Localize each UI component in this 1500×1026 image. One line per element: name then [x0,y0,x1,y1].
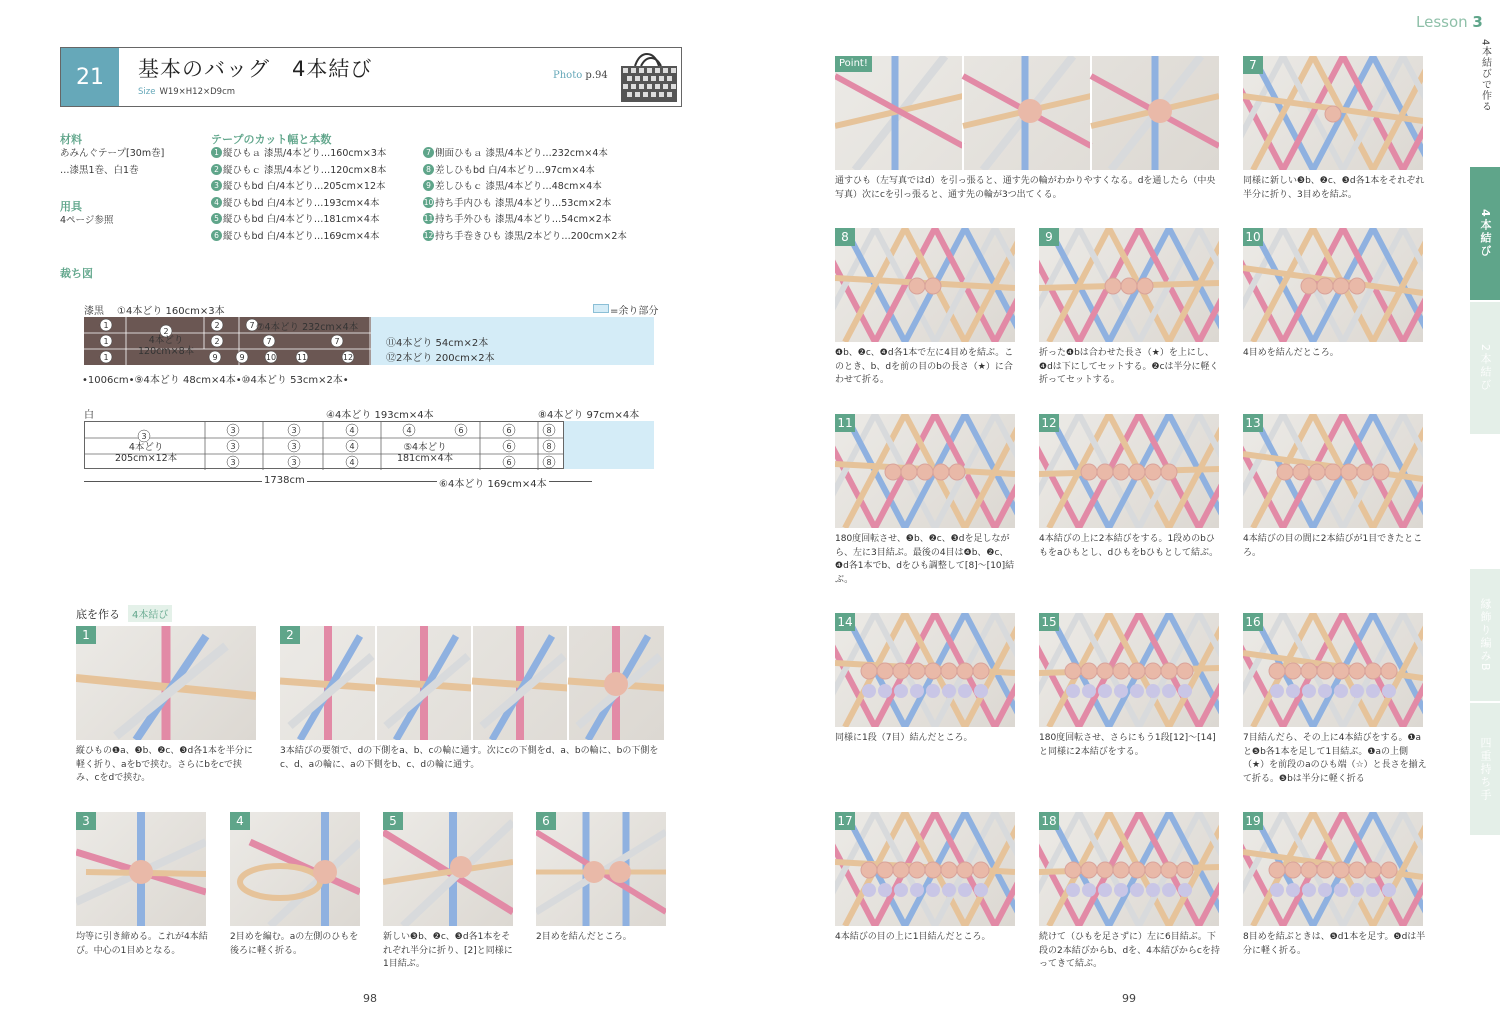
svg-text:2: 2 [214,337,220,346]
diagram-heading: 裁ち図 [60,267,93,280]
step-1-caption: 縦ひもの❶a、❸b、❷c、❸d各1本を半分に軽く折り、aをbで挟む。さらにbをcで挟み、cをdで挟む。 [76,746,253,783]
tape-illustration [1243,56,1423,170]
svg-text:4: 4 [349,426,355,435]
svg-text:9: 9 [239,353,245,362]
step-5-caption: 新しい❸b、❷c、❸d各1本をそれぞれ半分に折り、[2]と同様に1目結ぶ。 [383,932,513,969]
step-17-caption: 4本結びの目の上に1目結んだところ。 [835,932,991,942]
step-2-photo [280,626,664,740]
cut-item: 9 差しひもｃ 漆黒/4本どり…48cm×4本 [423,179,627,196]
step-8-photo [835,228,1015,342]
svg-text:1: 1 [103,337,109,346]
point-photo [835,56,1219,170]
step-number: 19 [1243,812,1263,830]
step-9-photo [1039,228,1219,342]
cut-item: 10 持ち手内ひも 漆黒/4本どり…53cm×2本 [423,197,612,209]
step-4-photo [230,812,360,926]
svg-text:3: 3 [230,442,236,451]
base-section-tag: 4本結び [128,605,172,622]
side-tab-2-knot[interactable]: 2本結び [1470,302,1500,434]
recipe-number: 21 [61,48,119,106]
step-number: 12 [1039,414,1059,432]
step-12-caption: 4本結びの上に2本結びをする。1段めのbひもをaひもとし、dひもをbひもとして結ぶ。 [1039,534,1219,558]
svg-text:3: 3 [291,458,297,467]
side-tab-handle[interactable]: 四重持ち手 [1470,703,1500,835]
tape-illustration [1243,414,1423,528]
black-top-label: ①4本どり 160cm×3本 [117,306,225,317]
cut-item: 8 差しひもbd 白/4本どり…97cm×4本 [423,163,627,180]
tape-illustration [835,228,1015,342]
photo-page: p.94 [585,70,608,81]
svg-text:6: 6 [458,426,464,435]
step-16-photo [1243,613,1423,727]
svg-text:3: 3 [230,426,236,435]
step-8-caption: ❹b、❷c、❹d各1本で左に4目めを結ぶ。このとき、b、dを前の目のbの長さ（★）に合わせて折る。 [835,348,1014,385]
remainder-swatch [593,304,609,313]
tape-illustration [1243,812,1423,926]
step-number: 8 [835,228,855,246]
step-number: 17 [835,812,855,830]
step-number: 5 [383,812,403,830]
cut-item: 1 縦ひもａ 漆黒/4本どり…160cm×3本 [211,146,386,163]
step-number: 10 [1243,228,1263,246]
step-17-photo [835,812,1015,926]
tape-illustration [1039,228,1219,342]
black-11-label: ⑪4本どり 54cm×2本 [386,338,489,349]
black-inner-7-label: ⑦4本どり 232cm×4本 [256,322,359,333]
step-number: 4 [230,812,250,830]
step-10-caption: 4目めを結んだところ。 [1243,348,1339,358]
cut-list-right [423,146,627,245]
white-tape-label: 白 [84,410,94,421]
tape-illustration [1039,812,1219,926]
step-number: 13 [1243,414,1263,432]
white-5-label: ⑤4本どり 181cm×4本 [397,442,454,464]
cut-heading: テープのカット幅と本数 [211,133,332,146]
svg-text:7: 7 [334,337,340,346]
tape-illustration [1039,613,1219,727]
svg-text:8: 8 [546,442,552,451]
step-19-photo [1243,812,1423,926]
svg-text:3: 3 [291,442,297,451]
step-number: 16 [1243,613,1263,631]
white-tape-remainder [564,421,654,469]
step-4-caption: 2目めを編む。aの左側のひもを後ろに軽く折る。 [230,932,359,956]
svg-text:1: 1 [103,353,109,362]
step-7-photo [1243,56,1423,170]
cut-item: 2 縦ひもｃ 漆黒/4本どり…120cm×8本 [211,163,386,180]
white-tape-used [84,421,564,469]
step-number: 15 [1039,613,1059,631]
tools-heading: 用具 [60,200,82,213]
black-12-label: ⑫2本どり 200cm×2本 [386,353,495,364]
materials-heading: 材料 [60,133,82,146]
tape-illustration [1039,414,1219,528]
tools-line-1: 4ページ参照 [60,215,114,226]
svg-text:2: 2 [214,321,220,330]
svg-text:3: 3 [291,426,297,435]
white-top8-label: ⑧4本どり 97cm×4本 [538,410,640,421]
materials-line-1: あみんぐテープ[30m巻] [60,148,165,159]
step-5-photo [383,812,513,926]
side-tab-4-knot[interactable]: 4本結び [1470,167,1500,300]
recipe-title-box [60,47,682,107]
tape-illustration [835,56,1219,170]
size-label: Size [138,87,156,97]
step-number: 3 [76,812,96,830]
step-15-caption: 180度回転させ、さらにもう1段[12]～[14]と同様に2本結びをする。 [1039,733,1216,757]
svg-text:8: 8 [546,458,552,467]
tape-illustration [835,812,1015,926]
white-6-label: ⑥4本どり 169cm×4本 [437,475,549,490]
bag-thumbnail [617,52,681,104]
cut-item: 4 縦ひもbd 白/4本どり…193cm×4本 [211,196,386,213]
side-tab-edge-b[interactable]: 縁飾り編みB [1470,569,1500,701]
size-value: W19×H12×D9cm [159,87,236,97]
black-tape-used [84,317,371,365]
point-badge: Point! [835,56,872,72]
step-number: 7 [1243,56,1263,74]
white-3-label: 4本どり 205cm×12本 [115,442,178,464]
black-tape-label: 漆黒 [84,306,104,317]
tape-illustration [835,414,1015,528]
svg-text:12: 12 [342,353,354,362]
step-13-photo [1243,414,1423,528]
cut-item: 7 側面ひもａ 漆黒/4本どり…232cm×4本 [423,146,627,163]
step-18-caption: 続けて（ひもを足さずに）左に6目結ぶ。下段の2本結びからb、dを、4本結びからcを持ってきて結ぶ。 [1039,932,1220,969]
page-number-right: 99 [1122,992,1136,1005]
svg-text:10: 10 [265,353,277,362]
step-10-photo [1243,228,1423,342]
cut-list-left [211,146,386,245]
cut-item: 12 持ち手巻きひも 漆黒/2本どり…200cm×2本 [423,230,627,242]
materials-line-2: …漆黒1巻、白1巻 [60,165,139,176]
tape-illustration [76,626,256,740]
svg-text:4: 4 [349,458,355,467]
step-11-caption: 180度回転させ、❸b、❷c、❸dを足しながら、左に3目結ぶ。最後の4目は❹b、❷c、❹d各1本でb、dをひも調整して[8]～[10]結ぶ。 [835,534,1015,585]
black-bottom-label: •1006cm•⑨4本どり 48cm×4本•⑩4本どり 53cm×2本• [82,375,349,386]
step-3-caption: 均等に引き締める。これが4本結び。中心の1目めとなる。 [76,932,208,956]
photo-label: Photo [553,70,583,81]
step-number: 18 [1039,812,1059,830]
svg-text:3: 3 [230,458,236,467]
step-9-caption: 折った❹bは合わせた長さ（★）を上にし、❹dは下にしてセットする。❷cは半分に軽く折ってセットする。 [1039,348,1219,385]
cut-item: 3 縦ひもbd 白/4本どり…205cm×12本 [211,179,386,196]
cut-item: 5 縦ひもbd 白/4本どり…181cm×4本 [211,212,386,229]
svg-text:8: 8 [546,426,552,435]
step-number: 9 [1039,228,1059,246]
recipe-size [138,87,235,97]
svg-text:6: 6 [506,426,512,435]
svg-text:7: 7 [266,337,272,346]
step-12-photo [1039,414,1219,528]
step-7-caption: 同様に新しい❸b、❷c、❸d各1本をそれぞれ半分に折り、3目めを結ぶ。 [1243,176,1425,200]
step-2-caption: 3本結びの要領で、dの下側をa、b、cの輪に通す。次にcの下側をd、a、bの輪に、bの下側をc、d、aの輪に、aの下側をb、c、dの輪に通す。 [280,746,659,770]
svg-text:2: 2 [163,327,169,336]
svg-text:6: 6 [506,458,512,467]
step-number: 14 [835,613,855,631]
tape-illustration [1243,613,1423,727]
step-1-photo [76,626,256,740]
svg-text:7: 7 [249,321,255,330]
step-19-caption: 8目めを結ぶときは、❺d1本を足す。❺dは半分に軽く折る。 [1243,932,1426,956]
black-inner-2-label: 4本どり 120cm×8本 [138,335,195,357]
point-caption: 通すひも（左写真ではd）を引っ張ると、通す先の輪がわかりやすくなる。dを通したら（中央写真）次にcを引っ張ると、通す先の輪が3つ出てくる。 [835,176,1216,200]
step-number: 2 [280,626,300,644]
base-section-heading: 底を作る [76,608,120,621]
svg-text:4: 4 [349,442,355,451]
svg-text:6: 6 [506,442,512,451]
step-15-photo [1039,613,1219,727]
tape-illustration [280,626,664,740]
step-18-photo [1039,812,1219,926]
step-number: 6 [536,812,556,830]
lesson-label: Lesson 3 [1416,13,1483,31]
step-3-photo [76,812,206,926]
cut-item: 11 持ち手外ひも 漆黒/4本どり…54cm×2本 [423,214,612,225]
step-16-caption: 7目結んだら、その上に4本結びをする。❶aと❺b各1本を足して1目結ぶ。❶aの上側（★）を前段のaのひも端（☆）と長さを揃えて折る。❺bは半分に軽く折る [1243,733,1427,784]
tape-illustration [1243,228,1423,342]
recipe-title: 基本のバッグ 4本結び [138,57,373,81]
tape-illustration [835,613,1015,727]
white-top4-label: ④4本どり 193cm×4本 [326,410,434,421]
svg-text:9: 9 [212,353,218,362]
remainder-legend: =余り部分 [610,306,659,317]
step-number: 1 [76,626,96,644]
cut-item: 6 縦ひもbd 白/4本どり…169cm×4本 [211,229,386,246]
step-number: 11 [835,414,855,432]
step-6-photo [536,812,666,926]
step-14-caption: 同様に1段（7目）結んだところ。 [835,733,973,743]
step-6-caption: 2目めを結んだところ。 [536,932,632,942]
step-13-caption: 4本結びの目の間に2本結びが1目できたところ。 [1243,534,1423,558]
step-14-photo [835,613,1015,727]
page-number-left: 98 [363,992,377,1005]
photo-ref [553,70,608,81]
svg-text:4: 4 [406,426,412,435]
svg-text:11: 11 [296,353,308,362]
svg-text:3: 3 [141,432,147,441]
lesson-subtitle: 4本結びで作る [1479,39,1491,113]
svg-text:1: 1 [103,321,109,330]
white-length-label: 1738cm [264,475,305,486]
step-11-photo [835,414,1015,528]
